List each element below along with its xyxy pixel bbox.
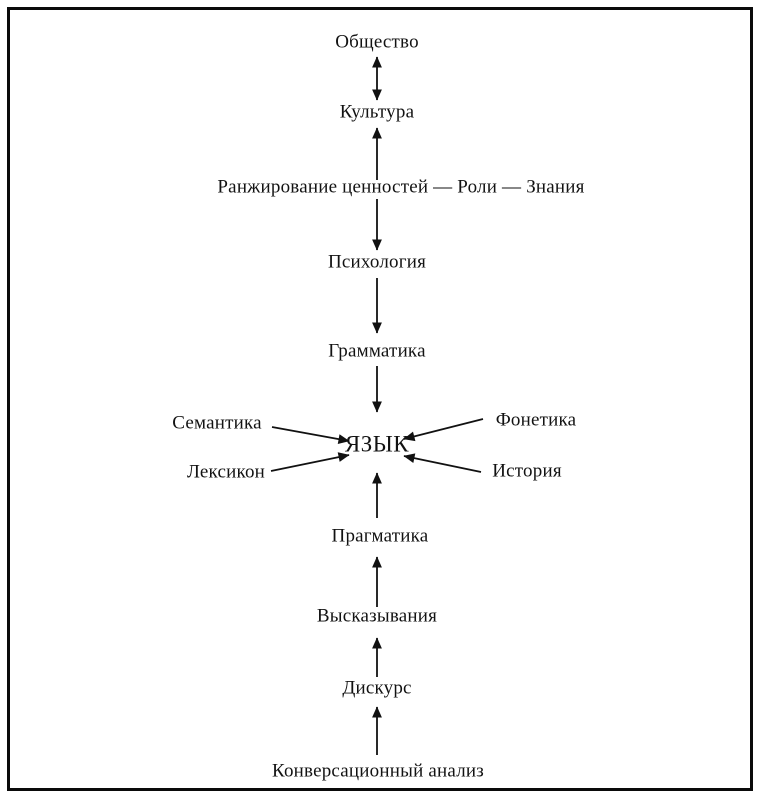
diagram-node-pragmatics: Прагматика: [331, 525, 429, 547]
diagram-node-lexicon: Лексикон: [186, 461, 266, 483]
diagram-node-society: Общество: [335, 31, 419, 53]
diagram-node-history: История: [492, 460, 562, 482]
diagram-node-discourse: Дискурс: [342, 677, 412, 699]
diagram-node-phonetics: Фонетика: [495, 409, 577, 431]
diagram-node-values: Ранжирование ценностей — Роли — Знания: [217, 176, 585, 198]
diagram-node-semantics: Семантика: [172, 412, 262, 434]
diagram-node-culture: Культура: [339, 101, 415, 123]
diagram-node-grammar: Грамматика: [328, 340, 426, 362]
diagram-node-language: ЯЗЫК: [344, 431, 410, 457]
diagram-node-conversation: Конверсационный анализ: [272, 760, 484, 782]
diagram-node-utterances: Высказывания: [316, 605, 438, 627]
diagram-node-psychology: Психология: [327, 251, 427, 273]
